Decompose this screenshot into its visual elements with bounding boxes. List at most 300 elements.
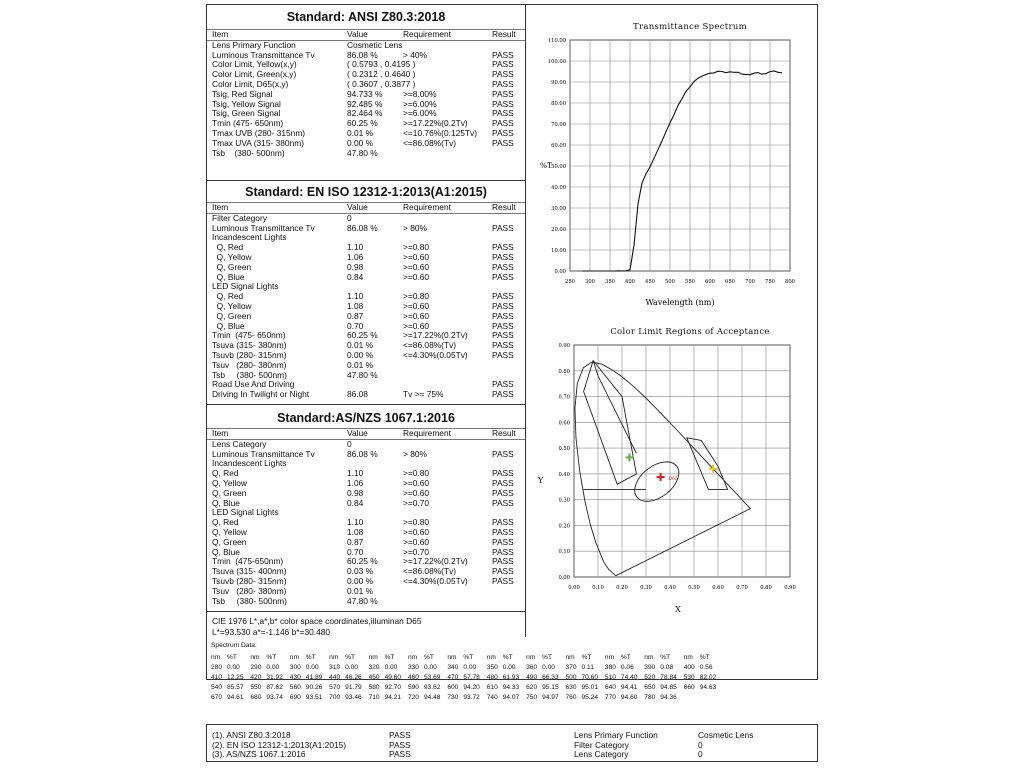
value-cell: 0.01 % [347,127,374,138]
transmittance-chart [526,32,816,312]
result-cell: PASS [492,137,514,148]
value-cell: 92.485 % [347,98,383,109]
result-cell: PASS [492,330,514,341]
item-cell: Luminous Transmittance Tv [212,49,315,60]
requirement-cell: >=6.00% [403,98,437,109]
nm-cell: 670 [211,693,223,701]
nm-cell: 720 [407,693,419,701]
t-cell: 94.20 [463,683,480,691]
value-cell: 0.03 % [347,566,374,577]
item-cell: Tmin (475- 650nm) [212,118,284,129]
nm-cell: 710 [368,693,380,701]
item-cell: Q, Yellow [212,300,252,311]
x-tick-label: 650 [725,279,735,285]
value-cell: 86.08 % [347,222,378,233]
summary-result: PASS [389,749,411,760]
value-cell: ( 0.3607 , 0.3877 ) [347,78,416,89]
value-cell: 0 [347,212,352,223]
requirement-cell: Tv >= 75% [403,389,444,400]
t-cell: 90.26 [305,683,323,691]
spectrum-row [211,692,723,702]
nm-cell: 520 [644,673,656,681]
result-cell: PASS [492,127,514,138]
nm-cell: 440 [329,673,341,681]
nm-cell: 690 [289,693,301,701]
y-tick-label: 0.10 [558,549,570,556]
t-cell: 53.69 [423,673,441,681]
summary-right [574,731,774,760]
nm-cell: 330 [407,663,419,671]
result-cell: PASS [492,98,514,109]
summary-standard: (1). ANSI Z80.3:2018 [212,730,291,740]
y-tick-label: 40.00 [551,185,566,191]
requirement-cell: >=0.60 [403,300,430,311]
nm-cell: 600 [447,683,459,691]
value-cell: 86.08 % [347,448,378,459]
value-cell: 0.01 % [347,585,374,596]
result-cell: PASS [492,477,514,488]
result-cell: PASS [492,517,514,528]
requirement-cell: >=0.60 [403,320,430,331]
as-table [207,440,525,607]
nm-cell: 490 [526,673,538,681]
t-cell: 87.62 [266,683,283,691]
nm-cell: 460 [407,673,419,681]
result-cell: PASS [492,497,514,508]
t-cell: %T [542,653,553,661]
x-tick-label: 0.00 [568,585,580,591]
cie-line-1: CIE 1976 L*,a*,b* color space coordinates,illuminan D65 [212,616,422,626]
requirement-cell: >=17.22%(0.2Tv) [403,330,468,341]
result-cell: PASS [492,379,514,390]
color-limit-chart-title: Color Limit Regions of Acceptance [610,327,770,337]
table-row [207,282,525,292]
value-cell: ( 0.2312 , 0.4640 ) [347,69,416,80]
result-cell: PASS [492,291,514,302]
item-cell: Tmin (475- 650nm) [212,330,286,341]
x-tick-label: 250 [565,279,575,285]
as-header-result: Result [492,428,516,438]
result-cell: PASS [492,49,514,60]
y-tick-label: 110.00 [547,38,566,44]
y-tick-label: 100.00 [547,59,566,65]
y-axis-label: Y [538,476,544,485]
item-cell: Q, Blue [212,271,245,282]
item-cell: Tmax UVA (315- 380nm) [212,137,305,148]
table-row [207,253,525,263]
value-cell: 1.08 [347,300,364,311]
result-cell: PASS [492,222,514,233]
t-cell: 94.33 [502,683,520,691]
item-cell: Luminous Transmittance Tv [212,448,315,459]
y-tick-label: 0.30 [558,497,570,504]
as-header-item: Item [212,428,229,438]
item-cell: Tmax UVB (280- 315nm) [212,127,306,138]
requirement-cell: <=4.30%(0.05Tv) [403,575,468,586]
t-cell: %T [660,653,671,661]
y-tick-label: 60.00 [551,143,566,149]
x-axis-label: Wavelength (nm) [645,298,715,307]
requirement-cell: >=0.70 [403,497,430,508]
t-cell: %T [502,653,513,661]
t-cell: 93.62 [423,683,441,691]
ansi-title: Standard: ANSI Z80.3:2018 [286,10,446,24]
nm-cell: 340 [447,663,459,671]
table-row [207,390,525,400]
y-tick-label: 0.20 [558,523,570,530]
nm-cell: 380 [604,663,616,671]
value-cell: 86.08 [347,389,368,400]
item-cell: Color Limit, Yellow(x,y) [212,59,297,70]
t-cell: 70.60 [581,673,599,681]
y-tick-label: 70.00 [551,122,566,128]
result-cell: PASS [492,251,514,262]
summary-standard: (2). EN ISO 12312-1:2013(A1:2015) [212,739,347,750]
nm-cell: 480 [486,673,498,681]
t-cell: 49.60 [384,673,402,681]
y-tick-label: 0.50 [558,446,570,453]
y-tick-label: 30.00 [551,206,566,212]
summary-value: Cosmetic Lens [698,730,754,740]
as-header-requirement: Requirement [403,428,451,438]
item-cell: Tsuva (315- 380nm) [212,340,287,351]
summary-left [212,730,411,760]
nm-cell: 450 [368,673,380,681]
nm-cell: nm [604,653,615,661]
nm-cell: 430 [289,673,301,681]
y-tick-label: 20.00 [551,227,566,233]
nm-cell: nm [447,653,457,661]
t-cell: 0.00 [345,663,359,671]
item-cell: Q, Blue [212,497,240,508]
value-cell: 0.98 [347,487,364,498]
table-row [207,263,525,273]
nm-cell: 590 [407,683,419,691]
spectral-locus [575,362,750,576]
t-cell: %T [345,653,356,661]
y-tick-label: 90.00 [551,80,566,86]
t-cell: %T [699,653,710,661]
summary-result: PASS [389,730,411,740]
table-row [207,292,525,302]
section-divider [206,180,525,181]
t-cell: 78.84 [660,673,677,681]
result-cell: PASS [492,78,514,89]
value-cell: 0 [347,438,352,449]
en-header-result: Result [492,202,516,212]
table-row [207,459,525,469]
item-cell: Tsuvb (280- 315nm) [212,575,287,586]
requirement-cell: >=0.70 [403,546,430,557]
item-cell: Q, Blue [212,546,240,557]
table-row [207,233,525,243]
summary-standard: (3). AS/NZS 1067.1:2016 [212,749,306,760]
nm-cell: 750 [526,693,538,701]
summary-row [212,749,411,760]
spectrum-data-table [211,652,723,702]
table-row [207,149,525,159]
result-cell: PASS [492,300,514,311]
color-limit-chart [526,338,816,616]
requirement-cell: >=0.60 [403,526,430,537]
result-cell: PASS [492,118,514,129]
item-cell: Tsb (380- 500nm) [212,147,285,158]
value-cell: 0.87 [347,310,364,321]
item-cell: Tsuv (280- 380nm) [212,359,287,370]
item-cell: Driving In Twilight or Night [212,389,310,400]
t-cell: 94.21 [384,693,402,701]
nm-cell: 760 [565,693,577,701]
y-tick-label: 0.70 [558,394,570,401]
requirement-cell: >=17.22%(0.2Tv) [403,556,468,567]
nm-cell: 660 [683,683,695,691]
value-cell: 0.70 [347,546,364,557]
result-cell: PASS [492,566,514,577]
t-cell: %T [305,653,316,661]
x-tick-label: 700 [745,279,755,285]
t-cell: 94.48 [423,693,441,701]
t-cell: 94.41 [620,683,638,691]
t-cell: 0.11 [581,663,594,671]
result-cell: PASS [492,271,514,282]
result-cell: PASS [492,575,514,586]
ansi-header-result: Result [492,29,516,39]
x-tick-label: 0.20 [616,585,628,591]
nm-cell: 780 [644,693,656,701]
t-cell: 82.02 [699,673,717,681]
result-cell: PASS [492,320,514,331]
nm-cell: 470 [447,673,459,681]
requirement-cell: > 80% [403,448,427,459]
x-tick-label: 0.30 [640,585,652,591]
table-row [207,489,525,499]
item-cell: Q, Red [212,468,239,479]
x-tick-label: 0.70 [736,585,748,591]
item-cell: Q, Green [212,487,247,498]
result-cell: PASS [492,526,514,537]
summary-label: Lens Primary Function [574,730,658,740]
t-cell: 0.00 [384,663,398,671]
nm-cell: 280 [211,663,223,671]
ansi-section [207,10,525,158]
t-cell: 94.97 [542,693,559,701]
result-cell: PASS [492,389,514,400]
t-cell: 85.57 [227,683,244,691]
value-cell: 1.06 [347,251,364,262]
requirement-cell: >=17.22%(0.2Tv) [403,118,468,129]
requirement-cell: > 80% [403,222,427,233]
point-label: D65 [668,477,678,483]
x-tick-label: 0.10 [592,585,604,591]
t-cell: 95.15 [542,683,559,691]
requirement-cell: >=0.60 [403,261,430,272]
value-cell: 60.25 % [347,556,378,567]
value-cell: 0.87 [347,536,364,547]
nm-cell: 350 [486,663,498,671]
nm-cell: nm [250,653,260,661]
table-row [207,508,525,518]
value-cell: 1.10 [347,468,364,479]
value-cell: 0.70 [347,320,364,331]
t-cell: 93.46 [345,693,362,701]
t-cell: 31.92 [266,673,283,681]
nm-cell: nm [407,653,418,661]
requirement-cell: <=86.08%(Tv) [403,566,457,577]
nm-cell: nm [289,653,299,661]
x-tick-label: 0.60 [712,585,724,591]
value-cell: 60.25 % [347,330,378,341]
result-cell: PASS [492,536,514,547]
item-cell: Tsig, Yellow Signal [212,98,281,109]
x-tick-label: 500 [665,279,675,285]
value-cell: ( 0.5793 , 0.4195 ) [347,59,416,70]
item-cell: Tsb (380- 500nm) [212,369,287,380]
requirement-cell: >=0.80 [403,291,430,302]
ansi-header-item: Item [212,29,229,39]
item-cell: Incandescent Lights [212,458,287,469]
result-cell: PASS [492,448,514,459]
series-line [582,71,782,271]
requirement-cell: >=0.60 [403,477,430,488]
nm-cell: 370 [565,663,577,671]
item-cell: LED Signal Lights [212,507,279,518]
table-row [207,243,525,253]
item-cell: Color Limit, Green(x,y) [212,69,297,80]
nm-cell: 420 [250,673,262,681]
nm-cell: 620 [526,683,538,691]
t-cell: %T [581,653,592,661]
item-cell: Color Limit, D65(x,y) [212,78,289,89]
value-cell: 86.08 % [347,49,378,60]
t-cell: %T [463,653,474,661]
t-cell: 93.72 [463,693,480,701]
table-row [207,597,525,607]
t-cell: 91.79 [345,683,362,691]
section-divider [206,404,525,405]
t-cell: 94.07 [502,693,520,701]
requirement-cell: >=0.80 [403,468,430,479]
transmittance-chart-title: Transmittance Spectrum [633,22,747,32]
t-cell: 0.06 [620,663,634,671]
t-cell: 46.26 [345,673,362,681]
value-cell: 1.08 [347,526,364,537]
value-cell: 47.80 % [347,595,378,606]
value-cell: 47.80 % [347,369,378,380]
t-cell: 0.56 [699,663,713,671]
nm-cell: nm [644,653,654,661]
requirement-cell: >=8.00% [403,88,437,99]
nm-cell: 500 [565,673,577,681]
x-tick-label: 350 [605,279,615,285]
item-cell: Q, Yellow [212,477,247,488]
value-cell: 0.00 % [347,137,374,148]
result-cell: PASS [492,340,514,351]
item-cell: Q, Yellow [212,526,247,537]
cie-coordinates [212,616,422,638]
ansi-header-requirement: Requirement [403,29,451,39]
value-cell: 1.10 [347,517,364,528]
nm-cell: nm [211,653,221,661]
y-tick-label: 80.00 [551,101,566,107]
x-tick-label: 0.50 [688,585,700,591]
requirement-cell: >=0.60 [403,251,430,262]
nm-cell: 680 [250,693,262,701]
requirement-cell: >=0.60 [403,487,430,498]
item-cell: Q, Red [212,291,244,302]
as-section [207,411,525,606]
t-cell: 94.85 [660,683,677,691]
item-cell: Lens Primary Function [212,39,296,50]
t-cell: %T [266,653,277,661]
t-cell: 66.33 [542,673,559,681]
item-cell: Luminous Transmittance Tv [212,222,315,233]
nm-cell: 570 [329,683,341,691]
value-cell: 0.00 % [347,349,374,360]
result-cell: PASS [492,261,514,272]
nm-cell: 560 [289,683,301,691]
value-cell: 1.06 [347,477,364,488]
nm-cell: 640 [604,683,616,691]
green-region-inner [593,361,636,454]
table-row [207,469,525,479]
t-cell: 0.08 [660,663,674,671]
item-cell: Tsuvb (280- 315nm) [212,349,287,360]
nm-cell: 390 [644,663,656,671]
value-cell: 1.10 [347,242,364,253]
y-tick-label: 0.40 [558,471,570,478]
item-cell: Tsig, Green Signal [212,108,281,119]
ansi-header-value: Value [347,29,368,39]
nm-cell: 730 [447,693,459,701]
requirement-cell: >=0.60 [403,310,430,321]
nm-cell: nm [486,653,496,661]
t-cell: 94.63 [699,683,717,691]
item-cell: Q, Red [212,517,239,528]
nm-cell: 740 [486,693,498,701]
x-tick-label: 550 [685,279,695,285]
t-cell: 74.40 [620,673,638,681]
t-cell: 0.00 [542,663,555,671]
nm-cell: 290 [250,663,262,671]
value-cell: 94.733 % [347,88,383,99]
result-cell: PASS [492,349,514,360]
nm-cell: 770 [604,693,616,701]
requirement-cell: >=0.60 [403,536,430,547]
value-cell: 0.00 % [347,575,374,586]
nm-cell [684,692,700,702]
en-section [207,185,525,400]
t-cell: %T [227,653,237,661]
nm-cell: 610 [486,683,498,691]
value-cell: 0.01 % [347,359,374,370]
result-cell: PASS [492,69,514,80]
item-cell: Tsig, Red Signal [212,88,273,99]
item-cell: LED Signal Lights [212,281,279,292]
spectrum-row [211,672,723,682]
item-cell: Q, Red [212,242,244,253]
x-tick-label: 300 [585,279,595,285]
nm-cell: 360 [526,663,538,671]
item-cell: Tsuv (280- 380nm) [212,585,287,596]
nm-cell: 540 [211,683,223,691]
nm-cell: 550 [250,683,262,691]
result-cell: PASS [492,310,514,321]
section-divider [206,611,525,612]
item-cell: Tmin (475-650nm) [212,556,284,567]
value-cell: 0.98 [347,261,364,272]
t-cell: 94.36 [660,693,677,701]
nm-cell: nm [526,653,536,661]
